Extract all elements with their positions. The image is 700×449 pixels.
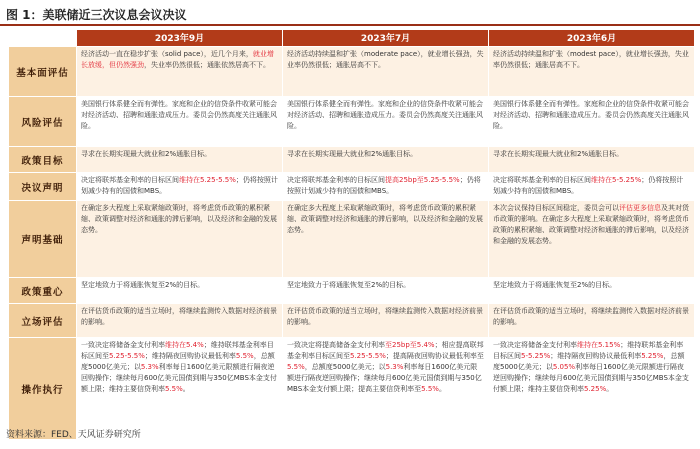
- cell-text: 。: [438, 385, 446, 393]
- figure-title: 图 1：美联储近三次议息会议决议: [6, 8, 187, 22]
- highlighted-text: 提高25bp至5.25-5.5%: [385, 176, 460, 184]
- column-header: 2023年6月: [489, 30, 695, 47]
- table-cell: [77, 338, 283, 440]
- table-cell: [77, 304, 283, 338]
- cell-text: 经济活动持续温和扩张（moderate pace），就业增长强劲，失业率仍然很低；通胀居高不下。: [287, 50, 484, 69]
- table-cell: [283, 304, 489, 338]
- cell-text: ；维持隔夜回购协议最低利率: [144, 352, 236, 360]
- cell-text: 。: [182, 385, 190, 393]
- cell-text: 美国银行体系健全而有弹性。家庭和企业的信贷条件收紧可能会对经济活动、招聘和通胀造成压力。委员会仍然高度关注通胀风险。: [81, 100, 277, 130]
- highlighted-text: 5.5%: [287, 363, 305, 371]
- highlighted-text: 维持在5.15%: [577, 341, 621, 349]
- table-body: [9, 47, 695, 440]
- table-cell: [489, 201, 695, 278]
- table-cell: [283, 47, 489, 97]
- highlighted-text: 维持在5.4%: [165, 341, 204, 349]
- table-cell: [489, 173, 695, 201]
- row-label: 决议声明: [9, 173, 77, 201]
- header-corner: [9, 30, 77, 47]
- highlighted-text: 5.3%: [385, 363, 404, 371]
- table-cell: [77, 47, 283, 97]
- cell-text: ；提高隔夜回购协议最低利率至: [385, 352, 484, 360]
- cell-text: 在评估货币政策的适当立场时，将继续监测传入数据对经济前景的影响。: [287, 307, 483, 326]
- highlighted-text: 5.25%: [584, 385, 607, 393]
- cell-text: 决定将联邦基金利率的目标区间: [287, 176, 385, 184]
- table-cell: [77, 201, 283, 278]
- table-row: [9, 47, 695, 97]
- highlighted-text: 5.25%: [641, 352, 664, 360]
- cell-text: 坚定地致力于将通胀恢复至2%的目标。: [493, 281, 617, 289]
- table-cell: [489, 278, 695, 304]
- table-cell: [77, 173, 283, 201]
- highlighted-text: 5.25-5.5%: [350, 352, 386, 360]
- cell-text: 决定将联邦基金利率的目标区间: [81, 176, 179, 184]
- table-cell: [283, 278, 489, 304]
- column-header: 2023年7月: [283, 30, 489, 47]
- table-cell: [77, 97, 283, 147]
- highlighted-text: 评估更多信息: [619, 204, 661, 212]
- cell-text: 本次会议保持目标区间稳定，委员会可以: [493, 204, 619, 212]
- cell-text: ；仍将按照计划减少持有的国债和MBS。: [287, 176, 481, 195]
- highlighted-text: 5.5%: [165, 385, 183, 393]
- table-row: [9, 97, 695, 147]
- cell-text: 决定将联邦基金利率的目标区间: [493, 176, 591, 184]
- cell-text: 寻求在长期实现最大就业和2%通胀目标。: [493, 150, 624, 158]
- column-header: 2023年9月: [77, 30, 283, 47]
- table-cell: [77, 278, 283, 304]
- cell-text: ；仍将按照计划减少持有的国债和MBS。: [81, 176, 278, 195]
- highlighted-text: 至25bp至5.4%: [385, 341, 435, 349]
- cell-text: 美国银行体系健全而有弹性。家庭和企业的信贷条件收紧可能会对经济活动、招聘和通胀造成压力。委员会仍然高度关注通胀风险。: [287, 100, 483, 130]
- row-label: 风险评估: [9, 97, 77, 147]
- cell-text: 利率每日1600亿美元限额进行隔夜逆回购操作；继续每月600亿美元国债到期与350亿MBS本金支付额上限；提高主要信贷利率至: [287, 363, 482, 393]
- table-row: [9, 201, 695, 278]
- row-label: 操作执行: [9, 338, 77, 440]
- table-row: [9, 173, 695, 201]
- table-cell: [77, 147, 283, 173]
- cell-text: 一致决定将储备金支付利率: [493, 341, 577, 349]
- cell-text: ；相应提高联邦基金利率目标区间至: [287, 341, 484, 360]
- cell-text: 美国银行体系健全而有弹性。家庭和企业的信贷条件收紧可能会对经济活动、招聘和通胀造成压力。委员会仍然高度关注通胀风险。: [493, 100, 689, 130]
- highlighted-text: 5.25-5.5%: [109, 352, 145, 360]
- cell-text: 经济活动一直在稳步扩张（solid pace），近几个月来，: [81, 50, 253, 58]
- cell-text: 利率每日1600亿美元限额进行隔夜逆回购操作；继续每月600亿美元国债到期与350亿MBS本金支付额上限；维持主要信贷利率: [493, 363, 689, 393]
- table-row: [9, 278, 695, 304]
- cell-text: 在确定多大程度上采取紧缩政策时，将考虑货币政策的累积紧缩、政策调整对经济和通胀的滞后影响，以及经济和金融的发展态势。: [81, 204, 277, 234]
- cell-text: ，总额度5000亿美元；以: [81, 352, 275, 371]
- table-row: [9, 304, 695, 338]
- cell-text: 在评估货币政策的适当立场时，将继续监测传入数据对经济前景的影响。: [81, 307, 277, 326]
- cell-text: 一致决定将储备金支付利率: [81, 341, 165, 349]
- table-cell: [489, 147, 695, 173]
- highlighted-text: 就业增长放缓，但仍然强劲: [81, 50, 274, 69]
- cell-text: 。: [606, 385, 614, 393]
- highlighted-text: 维持在5.25-5.5%: [179, 176, 236, 184]
- cell-text: 及其对货币政策的影响。在确定多大程度上采取紧缩政策时，将考虑货币政策的累积紧缩、政策调整对经济和通胀的滞后影响，以及经济和金融的发展态势。: [493, 204, 689, 245]
- table-cell: [283, 97, 489, 147]
- cell-text: 寻求在长期实现最大就业和2%通胀目标。: [81, 150, 212, 158]
- row-label: 基本面评估: [9, 47, 77, 97]
- table-cell: [489, 304, 695, 338]
- cell-text: 寻求在长期实现最大就业和2%通胀目标。: [287, 150, 418, 158]
- row-label: 立场评估: [9, 304, 77, 338]
- table-cell: [489, 338, 695, 440]
- row-label: 声明基础: [9, 201, 77, 278]
- table-row: [9, 147, 695, 173]
- cell-text: 利率每日1600亿美元限额进行隔夜逆回购操作；继续每月600亿美元国债到期与350亿MBS本金支付额上限；维持主要信贷利率: [81, 363, 277, 393]
- cell-text: 坚定地致力于将通胀恢复至2%的目标。: [287, 281, 411, 289]
- source-note: 资料来源：FED、天风证券研究所: [6, 430, 141, 440]
- cell-text: ；仍将按照计划减少持有的国债和MBS。: [493, 176, 684, 195]
- highlighted-text: 5.3%: [140, 363, 159, 371]
- table-cell: [489, 97, 695, 147]
- table-cell: [283, 147, 489, 173]
- cell-text: 坚定地致力于将通胀恢复至2%的目标。: [81, 281, 205, 289]
- fomc-decision-table: [8, 29, 695, 440]
- cell-text: ；维持联邦基金利率目标区间: [493, 341, 684, 360]
- cell-text: 一致决定将提高储备金支付利率: [287, 341, 385, 349]
- cell-text: ；维持联邦基金利率目标区间至: [81, 341, 274, 360]
- cell-text: ，总额度5000亿美元；以: [493, 352, 685, 371]
- highlighted-text: 5.5%: [235, 352, 254, 360]
- table-cell: [283, 201, 489, 278]
- table-header-row: [9, 30, 695, 47]
- row-label: 政策重心: [9, 278, 77, 304]
- cell-text: ，失业率仍然很低；通胀依然居高不下。: [144, 61, 270, 69]
- table-cell: [283, 338, 489, 440]
- highlighted-text: 维持在5-5.25%: [591, 176, 642, 184]
- cell-text: ；维持隔夜回购协议最低利率: [550, 352, 642, 360]
- cell-text: ，总额度5000亿美元；以: [304, 363, 386, 371]
- cell-text: 在评估货币政策的适当立场时，将继续监测传入数据对经济前景的影响。: [493, 307, 689, 326]
- highlighted-text: 5.05%: [552, 363, 576, 371]
- table-cell: [489, 47, 695, 97]
- highlighted-text: 5.5%: [421, 385, 439, 393]
- row-label: 政策目标: [9, 147, 77, 173]
- table-row: [9, 338, 695, 440]
- cell-text: 在确定多大程度上采取紧缩政策时，将考虑货币政策的累积紧缩、政策调整对经济和通胀的滞后影响，以及经济和金融的发展态势。: [287, 204, 483, 234]
- highlighted-text: 5-5.25%: [521, 352, 551, 360]
- table-cell: [283, 173, 489, 201]
- cell-text: 经济活动持续温和扩张（modest pace），就业增长强劲，失业率仍然很低；通胀居高不下。: [493, 50, 689, 69]
- title-divider: [0, 24, 700, 26]
